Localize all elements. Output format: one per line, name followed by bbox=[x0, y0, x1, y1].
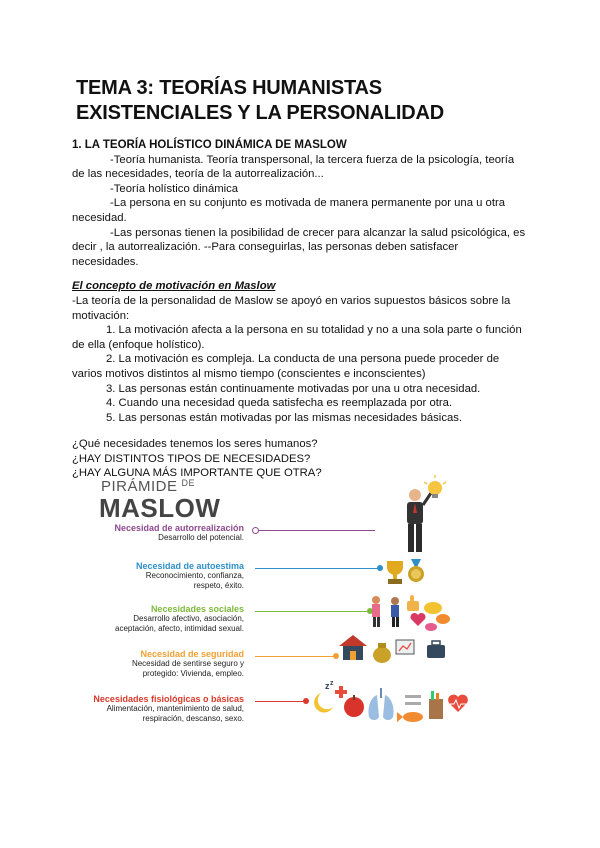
level-esteem: Necesidad de autoestima Reconocimiento, confianza, respeto, éxito. bbox=[135, 561, 244, 590]
document-title bbox=[76, 76, 516, 126]
apple-icon bbox=[344, 695, 364, 717]
fish-icon bbox=[397, 712, 423, 722]
level-physiological: Necesidades fisiológicas o básicas Alimentación, mantenimiento de salud, respiración, descanso, sexo. bbox=[93, 694, 244, 723]
level-self-actualization: Necesidad de autorrealización Desarrollo del potencial. bbox=[114, 523, 244, 542]
list-item: 5. Las personas están motivadas por las mismas necesidades básicas. bbox=[106, 411, 463, 424]
heartbeat-icon bbox=[448, 695, 468, 712]
house-icon bbox=[339, 635, 367, 660]
title-line-1: TEMA 3: TEORÍAS HUMANISTAS bbox=[76, 77, 382, 99]
figure-title-main: MASLOW bbox=[99, 493, 221, 523]
list-item: 1. La motivación afecta a la persona en su totalidad y no a una sola parte o función de ella (enfoque holístico). bbox=[72, 324, 522, 351]
cutlery-icon bbox=[405, 695, 421, 705]
briefcase-icon bbox=[427, 641, 445, 658]
money-bag-icon bbox=[373, 643, 391, 663]
connector-line bbox=[255, 701, 305, 702]
svg-text:z: z bbox=[325, 681, 330, 691]
title-line-2: EXISTENCIALES Y LA PERSONALIDAD bbox=[76, 102, 444, 124]
lightbulb-icon bbox=[424, 475, 446, 498]
question: ¿HAY ALGUNA MÁS IMPORTANTE QUE OTRA? bbox=[72, 467, 322, 480]
businessman-icon bbox=[407, 489, 431, 552]
section1-paragraph: -Teoría holístico dinámica bbox=[110, 182, 239, 195]
section1-paragraph: -La persona en su conjunto es motivada de manera permanente por una u otra necesidad. bbox=[72, 197, 506, 224]
question: ¿HAY DISTINTOS TIPOS DE NECESIDADES? bbox=[72, 452, 311, 465]
level-safety: Necesidad de seguridad Necesidad de sentirse seguro y protegido: Vivienda, empleo. bbox=[131, 649, 244, 678]
sleep-moon-icon bbox=[314, 680, 334, 713]
figure-title-top: PIRÁMIDE $^{DE}$ bbox=[101, 478, 196, 495]
heart-icon bbox=[410, 613, 425, 626]
lungs-icon bbox=[368, 688, 393, 720]
medal-icon bbox=[408, 559, 424, 582]
section2-intro: -La teoría de la personalidad de Maslow se apoyó en varios supuestos básicos sobre la motivación: bbox=[72, 294, 511, 322]
section2-heading: El concepto de motivación en Maslow bbox=[72, 280, 276, 293]
chart-board-icon bbox=[396, 640, 414, 654]
connector-dot bbox=[252, 527, 259, 534]
section1-paragraph: -Teoría humanista. Teoría transpersonal, la tercera fuerza de la psicología, teoría de las necesidades, teoría de la autorrealización... bbox=[72, 153, 515, 181]
list-item: 2. La motivación es compleja. La conducta de una persona puede proceder de varios motivos distintos al mismo tiempo (conscientes e inconscientes) bbox=[72, 353, 500, 380]
list-item: 4. Cuando una necesidad queda satisfecha es reemplazada por otra. bbox=[106, 397, 453, 410]
speech-bubble-icon bbox=[424, 602, 450, 631]
maslow-pyramid-figure bbox=[93, 473, 521, 748]
question: ¿Qué necesidades tenemos los seres humanos? bbox=[72, 438, 318, 451]
trophy-icon bbox=[387, 561, 403, 584]
groceries-icon bbox=[429, 691, 443, 719]
svg-text:z: z bbox=[330, 680, 334, 687]
document-body bbox=[72, 138, 527, 481]
medical-cross-icon bbox=[335, 686, 347, 698]
section1-paragraph: -Las personas tienen la posibilidad de crecer para alcanzar la salud psicológica, es decir , la autorrealización. --Para conseguirlas, las personas deben satisfacer necesidades. bbox=[72, 226, 526, 268]
thumbs-up-icon bbox=[407, 595, 419, 611]
list-item: 3. Las personas están continuamente motivadas por una u otra necesidad. bbox=[106, 382, 481, 395]
level-social: Necesidades sociales Desarrollo afectivo, asociación, aceptación, afecto, intimidad sexual. bbox=[115, 604, 244, 633]
pyramid-illustration bbox=[303, 473, 521, 748]
people-icon bbox=[372, 596, 399, 627]
section1-heading: 1. LA TEORÍA HOLÍSTICO DINÁMICA DE MASLOW bbox=[72, 139, 347, 151]
